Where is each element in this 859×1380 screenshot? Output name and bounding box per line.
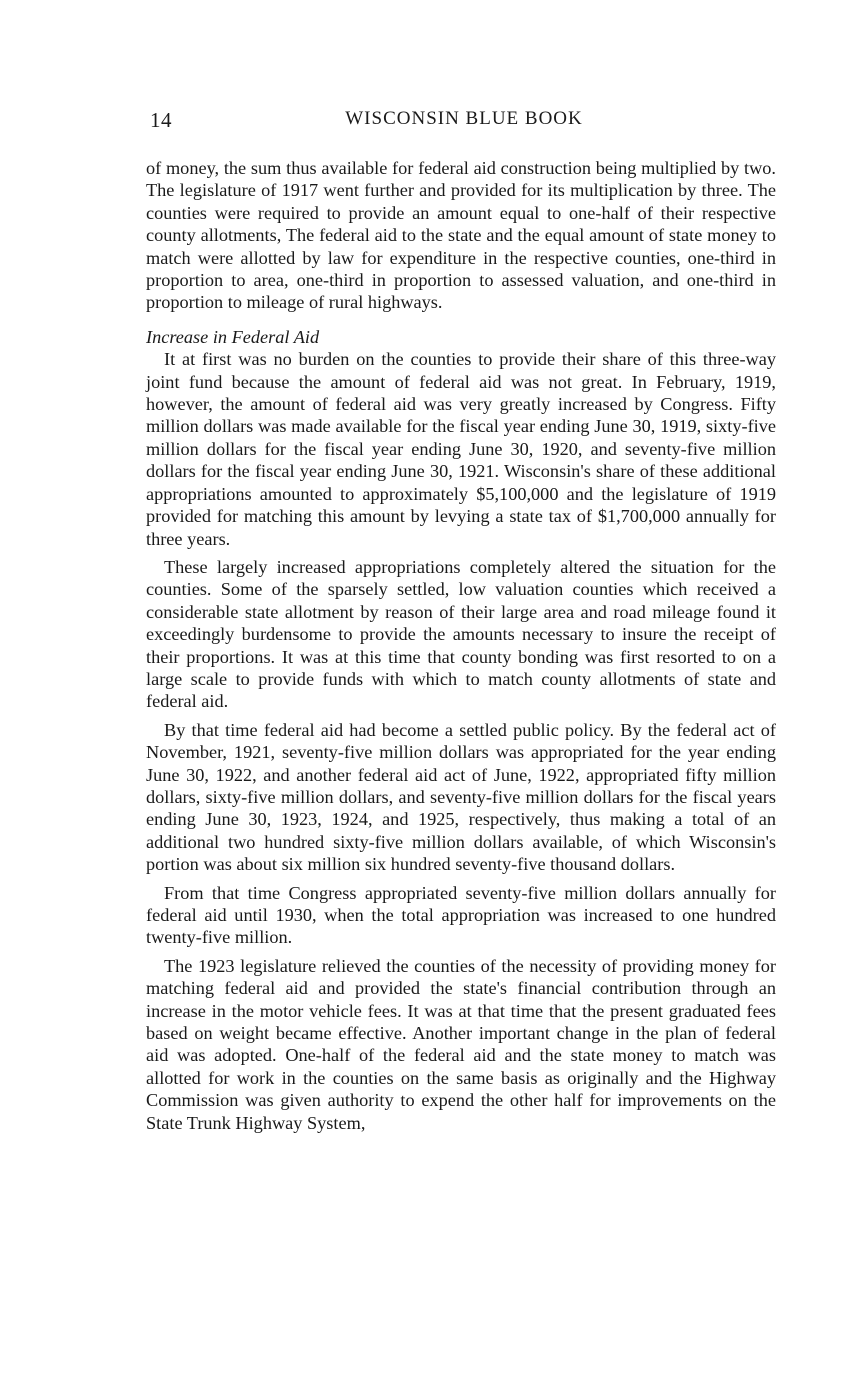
page-header	[148, 108, 780, 134]
paragraph: From that time Congress appropriated seventy-five million dollars annually for federal aid until 1930, when the total appropriation was increased to one hundred twenty-five million.	[146, 882, 776, 948]
paragraph: It at first was no burden on the counties to provide their share of this three-way joint fund because the amount of federal aid was not great. In February, 1919, however, the amount of federal aid was very greatly increased by Congress. Fifty million dollars was made available for the fiscal year ending June 30, 1919, sixty-five million dollars for the fiscal year ending June 30, 1920, and seventy-five million dollars for the fiscal year ending June 30, 1921. Wisconsin's share of these additional appropriations amounted to approximately $5,100,000 and the legislature of 1919 provided for matching this amount by levying a state tax of $1,700,000 annually for three years.	[146, 349, 776, 549]
page-number: 14	[150, 108, 172, 132]
paragraph: By that time federal aid had become a settled public policy. By the federal act of November, 1921, seventy-five million dollars was appropriated for the year ending June 30, 1922, and another federal aid act of June, 1922, appropriated fifty million dollars, sixty-five million dollars, and seventy-five million dollars for the fiscal years ending June 30, 1923, 1924, and 1925, respectively, thus making a total of an additional two hundred sixty-five million dollars available, of which Wisconsin's portion was about six million six hundred seventy-five thousand dollars.	[146, 719, 776, 875]
running-title: WISCONSIN BLUE BOOK	[345, 108, 583, 129]
paragraph: The 1923 legislature relieved the counties of the necessity of providing money for matching federal aid and provided the state's financial contribution through an increase in the motor vehicle fees. It was at that time that the present graduated fees based on weight became effective. Another important change in the plan of federal aid was adopted. One-half of the federal aid and the state money to match was allotted for work in the counties on the same basis as originally and the Highway Commission was given authority to expend the other half for improvements on the State Trunk Highway System,	[146, 955, 776, 1133]
section-heading: Increase in Federal Aid	[146, 326, 320, 347]
paragraph-continued: of money, the sum thus available for federal aid construction being multiplied by two. The legislature of 1917 went further and provided for its multiplication by three. The counties were required to provide an amount equal to one-half of their respective county allotments, The federal aid to the state and the equal amount of state money to match were allotted by law for expenditure in the respective counties, one-third in proportion to area, one-third in proportion to assessed valuation, and one-third in proportion to mileage of rural highways.	[146, 158, 776, 313]
paragraph: These largely increased appropriations completely altered the situation for the counties. Some of the sparsely settled, low valuation counties which received a considerable state allotment by reason of their large area and road mileage found it exceedingly burdensome to provide the amounts necessary to insure the receipt of their proportions. It was at this time that county bonding was first resorted to on a large scale to provide funds with which to match county allotments of state and federal aid.	[146, 556, 776, 712]
body-text	[146, 157, 776, 1140]
